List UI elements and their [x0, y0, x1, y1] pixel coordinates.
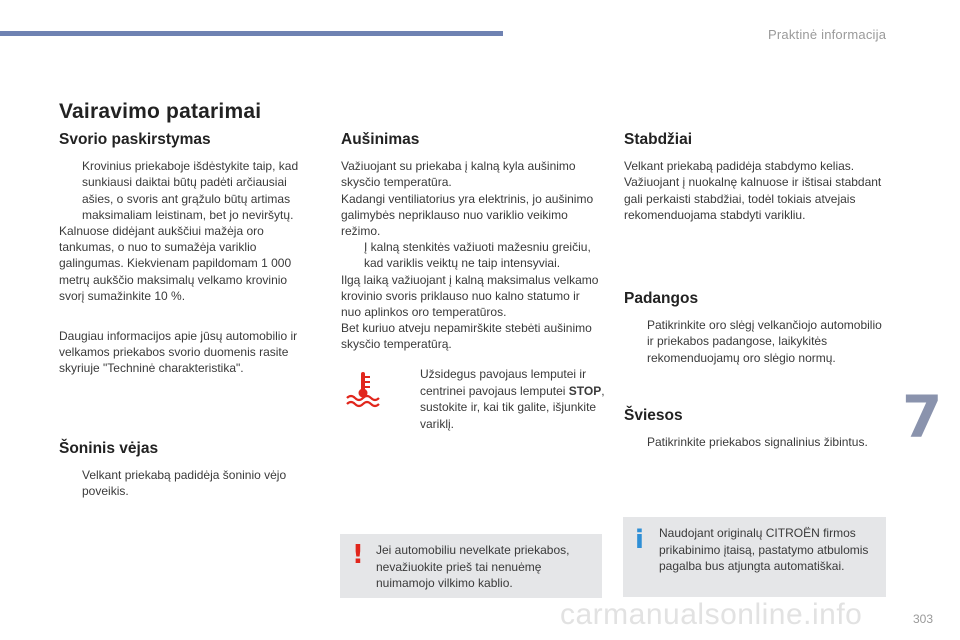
section-heading-brakes: Stabdžiai [624, 131, 693, 148]
warning-note-text: Jei automobiliu nevelkate priekabos, nevažiuokite prieš tai nenuėmę nuimamojo vilkimo kablio. [376, 543, 570, 590]
column-right-tyres [624, 291, 886, 366]
info-note-text: Naudojant originalų CITROËN firmos prikabinimo įtaisą, pastatymo atbulomis pagalba bus atjungta automatiškai. [659, 526, 869, 573]
section-heading-tyres: Padangos [624, 290, 699, 307]
bullet-item [59, 467, 309, 499]
coolant-warning-text-end: , sustokite ir, kai tik galite, išjunkite variklį. [420, 383, 605, 431]
bullet-item [59, 158, 309, 223]
bullet-item [624, 317, 886, 366]
stop-label: STOP [568, 383, 602, 398]
bullet-text: Velkant priekabą padidėja šoninio vėjo poveikis. [82, 468, 287, 499]
coolant-warning-text-start: Užsidegus pavojaus lemputei ir centrinei pavojaus lemputei [420, 367, 587, 398]
paragraph: Velkant priekabą padidėja stabdymo kelias. Važiuojant į nuokalnę kalnuose ir ištisai stabdant gali perkaisti stabdžiai, todėl tokiais atvejais rekomenduojama stabdyti varikliu. [624, 159, 882, 222]
column-middle [341, 132, 603, 353]
column-right-lights [624, 408, 886, 450]
column-right [624, 132, 886, 223]
paragraph: Važiuojant su priekaba į kalną kyla aušinimo skysčio temperatūra. [341, 159, 576, 190]
bullet-text: Į kalną stenkitės važiuoti mažesniu greičiu, kad variklis veiktų ne taip intensyviai. [364, 240, 591, 271]
section-heading-weight: Svorio paskirstymas [59, 131, 211, 148]
bullet-text: Patikrinkite oro slėgį velkančiojo automobilio ir priekabos padangose, laikykitės rekomenduojamų oro slėgio normų. [647, 318, 882, 365]
section-heading-cooling: Aušinimas [341, 131, 420, 148]
coolant-warning-bullet [397, 366, 625, 432]
paragraph: Kadangi ventiliatorius yra elektrinis, jo aušinimo galimybės nepriklauso nuo variklio veikimo režimo. [341, 191, 594, 239]
section-title: Praktinė informacija [768, 27, 887, 42]
paragraph: Ilgą laiką važiuojant į kalną maksimalus velkamo krovinio svoris priklauso nuo kalno statumo ir nuo aplinkos oro temperatūros. [341, 272, 599, 320]
info-icon: i [635, 525, 644, 555]
column-left-lower [59, 441, 309, 500]
info-note-box [623, 517, 886, 597]
bullet-text: Krovinius priekaboje išdėstykite taip, kad sunkiausi daiktai būtų padėti arčiausiai ašies, o svoris ant grąžulo būtų artimas maksimaliam leistinam, bet jo neviršytų. [82, 159, 299, 222]
header-accent-bar [0, 31, 503, 36]
exclamation-icon: ! [352, 540, 364, 570]
bullet-text: Patikrinkite priekabos signalinius žibintus. [647, 435, 868, 450]
paragraph: Daugiau informacijos apie jūsų automobilio ir velkamos priekabos svorio duomenis rasite skyriuje "Techninė charakteristika". [59, 329, 298, 376]
column-left [59, 132, 309, 377]
page-title: Vairavimo patarimai [59, 100, 262, 123]
warning-note-box [340, 534, 602, 598]
watermark: carmanualsonline.info [560, 598, 863, 631]
chapter-number: 7 [902, 383, 943, 451]
bullet-item [341, 239, 603, 271]
paragraph: Kalnuose didėjant aukščiui mažėja oro tankumas, o nuo to sumažėja variklio galingumas. Kiekvienam papildomam 1 000 metrų aukščio maksimalų velkamo krovinio svorį sumažinkite 10 %. [59, 224, 292, 303]
section-heading-lights: Šviesos [624, 407, 683, 424]
paragraph: Bet kuriuo atveju nepamirškite stebėti aušinimo skysčio temperatūrą. [341, 321, 592, 352]
coolant-temperature-warning-icon [343, 368, 383, 408]
bullet-item [624, 434, 886, 450]
page-number: 303 [913, 612, 934, 626]
section-heading-crosswind: Šoninis vėjas [59, 440, 159, 457]
